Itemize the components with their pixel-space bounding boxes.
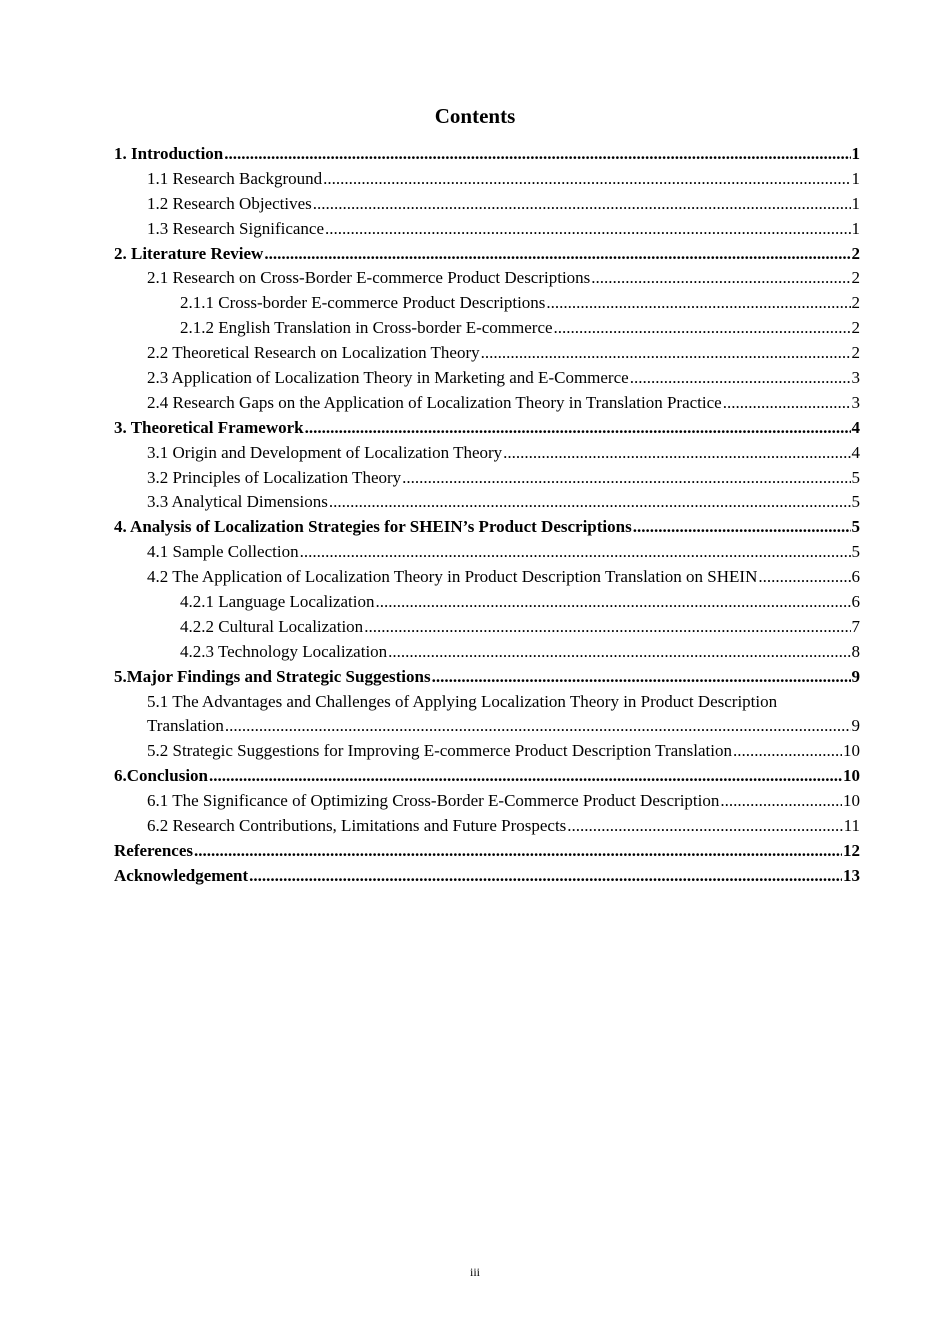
toc-entry-page: 6 [851,567,860,587]
toc-entry-label: 4.2.1 Language Localization [180,592,375,612]
toc-leader-dots [554,316,851,341]
toc-entry-label: 4.2 The Application of Localization Theory in Product Description Translation on SHEIN [147,567,758,587]
page-title: Contents [434,104,516,128]
toc-entry-page: 2 [851,293,860,313]
toc-entry-label: 6.2 Research Contributions, Limitations and Future Prospects [147,816,567,836]
toc-entry[interactable] [114,242,860,267]
toc-entry-label: Acknowledgement [114,865,249,885]
toc-entry[interactable] [114,839,860,864]
toc-leader-dots [313,192,851,217]
toc-entry-label: 1.3 Research Significance [147,218,325,238]
toc-leader-dots [388,640,850,665]
toc-entry-label: 2.3 Application of Localization Theory in Marketing and E-Commerce [147,368,629,388]
toc-entry-label: 4.1 Sample Collection [147,542,299,562]
toc-leader-dots [633,515,851,540]
toc-entry-page: 1 [851,218,860,238]
toc-entry-label: 6.1 The Significance of Optimizing Cross-Border E-Commerce Product Description [147,791,720,811]
toc-entry-page: 2 [851,318,860,338]
toc-leader-dots [225,714,851,739]
toc-entry-page: 2 [851,343,860,363]
toc-leader-dots [503,441,850,466]
toc-leader-dots [194,839,842,864]
toc-entry-label: 5.1 The Advantages and Challenges of Applying Localization Theory in Product Description [147,691,778,711]
toc-entry-page: 10 [843,766,860,786]
toc-entry[interactable] [114,615,860,640]
toc-leader-dots [546,291,850,316]
toc-entry-label: 1.2 Research Objectives [147,193,312,213]
toc-entry[interactable] [114,690,860,715]
toc-leader-dots [364,615,850,640]
toc-entry[interactable] [114,167,860,192]
toc-entry-label: 4.2.2 Cultural Localization [180,616,364,636]
toc-leader-dots [300,540,851,565]
toc-entry[interactable] [114,291,860,316]
toc-entry-page: 3 [851,392,860,412]
toc-leader-dots [758,565,850,590]
toc-entry-page: 9 [851,716,860,736]
toc-leader-dots [305,416,851,441]
toc-entry-label: 2.4 Research Gaps on the Application of Localization Theory in Translation Practice [147,392,722,412]
toc-entry-page: 8 [851,641,860,661]
toc-entry-label: 2.2 Theoretical Research on Localization Theory [147,343,480,363]
toc-entry[interactable] [114,789,860,814]
toc-entry[interactable] [114,864,860,889]
toc-entry[interactable] [114,441,860,466]
toc-leader-dots [209,764,842,789]
toc-entry-label: 2.1 Research on Cross-Border E-commerce Product Descriptions [147,268,591,288]
toc-entry-page: 12 [843,840,860,860]
toc-entry[interactable] [114,640,860,665]
toc-entry-label: Conclusion [126,766,208,786]
toc-leader-dots [567,814,842,839]
toc-entry-page: 7 [851,616,860,636]
toc-leader-dots [323,167,850,192]
toc-entry-page: 5 [851,542,860,562]
toc-entry-label: 2. Literature Review [114,243,264,263]
toc-entry-page: 1 [851,168,860,188]
toc-entry[interactable] [114,814,860,839]
toc-entry-label: Major Findings and Strategic Suggestions [126,666,431,686]
toc-leader-dots [402,466,850,491]
toc-entry-label: 2.1.1 Cross-border E-commerce Product Descriptions [180,293,546,313]
toc-leader-dots [432,665,851,690]
toc-entry-label: Translation [147,716,224,736]
toc-entry[interactable] [114,590,860,615]
toc-entry-page: 11 [843,816,860,836]
toc-leader-dots [591,266,850,291]
toc-entry-label: 5.2 Strategic Suggestions for Improving E-commerce Product Description Translation [147,741,732,761]
toc-entry-page: 4 [851,417,860,437]
toc-entry[interactable] [114,665,860,690]
toc-leader-dots [329,490,851,515]
table-of-contents [114,142,860,889]
toc-entry-label: 3.3 Analytical Dimensions [147,492,328,512]
toc-entry[interactable] [114,466,860,491]
toc-entry[interactable] [114,565,860,590]
toc-entry[interactable] [114,540,860,565]
toc-entry-label: 1. Introduction [114,144,224,163]
toc-entry-page: 5 [851,492,860,512]
toc-entry[interactable] [114,192,860,217]
toc-leader-dots [375,590,850,615]
toc-entry-label: 3. Theoretical Framework [114,417,304,437]
toc-entry[interactable] [114,391,860,416]
toc-entry[interactable] [114,266,860,291]
toc-entry-label: 4.2.3 Technology Localization [180,641,388,661]
toc-entry-label: 3.1 Origin and Development of Localization Theory [147,442,503,462]
toc-entry-page: 1 [851,193,860,213]
toc-leader-dots [720,789,842,814]
toc-entry[interactable] [114,366,860,391]
toc-leader-dots [224,142,850,167]
toc-leader-dots [325,217,850,242]
toc-entry[interactable] [114,739,860,764]
toc-entry-page: 13 [843,865,860,885]
toc-entry[interactable] [114,515,860,540]
toc-entry-page: 5 [851,517,860,537]
toc-entry-label: 3.2 Principles of Localization Theory [147,467,402,487]
toc-entry-page: 2 [851,268,860,288]
toc-entry[interactable] [114,316,860,341]
toc-entry-page: 9 [851,666,860,686]
toc-entry[interactable] [114,416,860,441]
toc-entry-page: 4 [851,442,860,462]
toc-leader-dots [481,341,851,366]
toc-entry-page: 2 [851,243,860,263]
toc-entry-label: 2.1.2 English Translation in Cross-border E-commerce [180,318,553,338]
toc-entry[interactable] [114,714,860,739]
toc-entry-page: 10 [843,741,860,761]
toc-entry[interactable] [114,490,860,515]
toc-leader-dots [249,864,842,889]
toc-entry-label: References [114,840,193,860]
toc-leader-dots [723,391,851,416]
toc-entry-page: 5 [851,467,860,487]
toc-entry-number: 5. [114,666,127,686]
toc-entry-number: 6. [114,766,127,786]
toc-leader-dots [264,242,850,267]
toc-entry-page: 1 [851,144,860,163]
toc-entry-label: 1.1 Research Background [147,168,323,188]
toc-leader-dots [630,366,851,391]
toc-entry-label: 4. Analysis of Localization Strategies for SHEIN’s Product Descriptions [114,517,632,537]
toc-entry[interactable] [114,142,860,167]
toc-entry[interactable] [114,217,860,242]
toc-entry[interactable] [114,764,860,789]
page-number: iii [469,1265,480,1279]
toc-entry-page: 10 [843,791,860,811]
toc-entry[interactable] [114,341,860,366]
toc-entry-page: 3 [851,368,860,388]
toc-leader-dots [733,739,842,764]
toc-entry-page: 6 [851,592,860,612]
